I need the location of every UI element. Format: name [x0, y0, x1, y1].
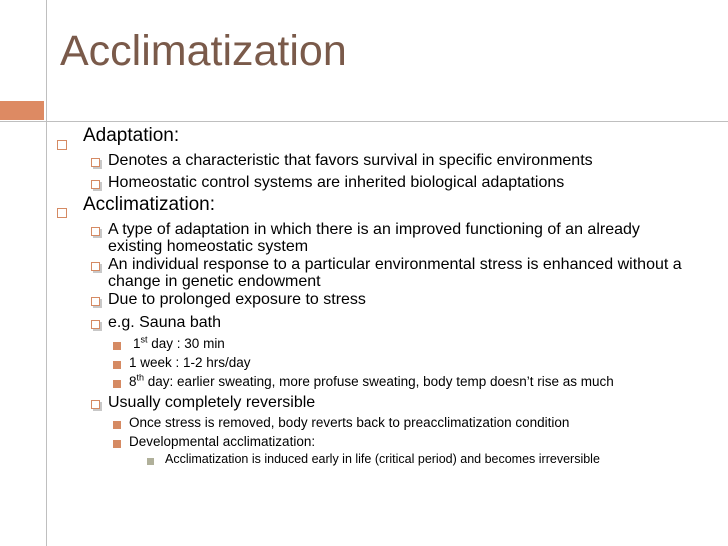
list-item: Due to prolonged exposure to stress [108, 291, 366, 308]
heading-adaptation: Adaptation: [83, 125, 180, 146]
square-bullet-icon [93, 229, 102, 238]
square-bullet-icon [93, 160, 102, 169]
vertical-divider [46, 0, 47, 546]
list-item: Acclimatization is induced early in life (critical period) and becomes irreversible [165, 452, 600, 466]
filled-square-bullet-icon [113, 342, 121, 350]
filled-square-bullet-icon [113, 421, 121, 429]
list-item: 8th day: earlier sweating, more profuse sweating, body temp doesn’t rise as much [129, 372, 614, 389]
list-item: Denotes a characteristic that favors survival in specific environments [108, 152, 593, 169]
square-bullet-icon [93, 182, 102, 191]
list-item: Once stress is removed, body reverts back to preacclimatization condition [129, 415, 570, 430]
hollow-square-bullet-icon [57, 208, 67, 218]
list-item: e.g. Sauna bath [108, 314, 221, 331]
list-item: 1 week : 1-2 hrs/day [129, 355, 251, 370]
square-bullet-icon [93, 322, 102, 331]
hollow-square-bullet-icon [57, 140, 67, 150]
list-item: Developmental acclimatization: [129, 434, 316, 449]
list-item: Usually completely reversible [108, 394, 316, 411]
square-bullet-icon [93, 299, 102, 308]
slide-title: Acclimatization [60, 27, 347, 75]
filled-square-bullet-icon [113, 361, 121, 369]
horizontal-divider [0, 121, 728, 122]
list-item: A type of adaptation in which there is an improved functioning of an already [108, 221, 640, 238]
filled-square-bullet-icon [113, 440, 121, 448]
filled-square-bullet-icon [113, 380, 121, 388]
square-bullet-icon [93, 402, 102, 411]
filled-square-bullet-icon [147, 458, 154, 465]
list-item-continuation: existing homeostatic system [108, 238, 309, 255]
heading-acclimatization: Acclimatization: [83, 194, 215, 215]
list-item-continuation: change in genetic endowment [108, 273, 321, 290]
list-item: 1st day : 30 min [133, 334, 225, 351]
square-bullet-icon [93, 264, 102, 273]
list-item: An individual response to a particular environmental stress is enhanced without a [108, 256, 682, 273]
list-item: Homeostatic control systems are inherited biological adaptations [108, 174, 565, 191]
accent-bar [0, 101, 44, 120]
